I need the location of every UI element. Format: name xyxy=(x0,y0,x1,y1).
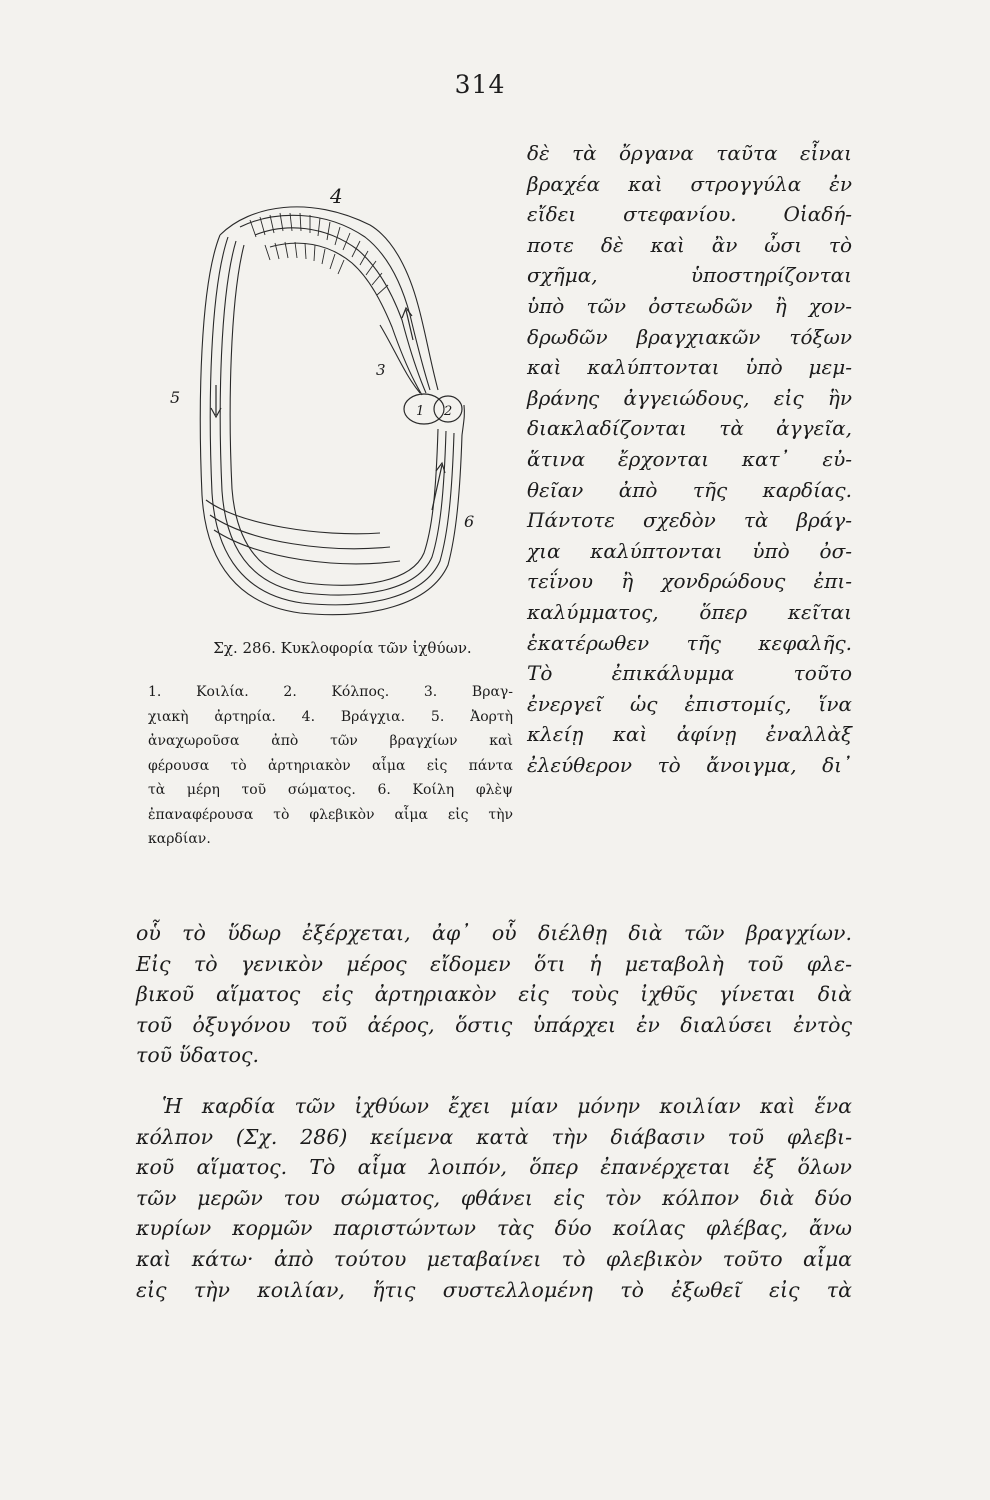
legend-line: ἀναχωροῦσα ἀπὸ τῶν βραγχίων καὶ xyxy=(148,733,513,749)
vein-strand-1 xyxy=(206,500,380,534)
text-line: κλείῃ καὶ ἀφίνῃ ἐναλλὰξ xyxy=(527,722,852,747)
text-line: ἐνεργεῖ ὡς ἐπιστομίς, ἵνα xyxy=(527,691,852,716)
text-line: Εἰς τὸ γενικὸν μέρος εἴδομεν ὅτι ἡ μεταβολὴ τοῦ φλε- xyxy=(136,951,852,976)
text-line: Τὸ ἐπικάλυμμα τοῦτο xyxy=(527,661,852,686)
label-3: 3 xyxy=(376,361,386,379)
heart xyxy=(404,394,462,424)
label-5: 5 xyxy=(170,388,181,407)
legend-line: ἐπαναφέρουσα τὸ φλεβικὸν αἷμα εἰς τὴν xyxy=(148,806,513,823)
text-line: καλύμματος, ὅπερ κεῖται xyxy=(527,599,852,624)
body-text xyxy=(136,918,852,1305)
aorta-strand-4 xyxy=(230,245,438,585)
legend-line: 1. Κοιλία. 2. Κόλπος. 3. Βραγ- xyxy=(148,684,513,700)
text-line: εἰς τὴν κοιλίαν, ἥτις συστελλομένη τὸ ἐξωθεῖ εἰς τὰ xyxy=(136,1277,852,1302)
page-number: 314 xyxy=(454,70,506,99)
text-line: καὶ καλύπτονται ὑπὸ μεμ- xyxy=(527,355,852,380)
text-line: ἑκατέρωθεν τῆς κεφαλῆς. xyxy=(527,630,852,655)
legend-line: χιακὴ ἀρτηρία. 4. Βράγχια. 5. Ἀορτὴ xyxy=(148,708,513,725)
legend-line: φέρουσα τὸ ἀρτηριακὸν αἷμα εἰς πάντα xyxy=(148,757,513,774)
text-line: Ἡ καρδία τῶν ἰχθύων ἔχει μίαν μόνην κοιλίαν καὶ ἕνα xyxy=(162,1093,852,1118)
gill-arc-3 xyxy=(255,228,426,393)
label-2: 2 xyxy=(444,404,453,419)
gill-arc-4 xyxy=(270,243,422,395)
arrow-up-icon xyxy=(402,308,413,340)
text-line: καὶ κάτω· ἀπὸ τούτου μεταβαίνει τὸ φλεβικὸν τοῦτο αἷμα xyxy=(136,1246,852,1271)
text-line: δρωδῶν βραγχιακῶν τόξων xyxy=(527,324,852,349)
text-line: βραχέα καὶ στρογγύλα ἐν xyxy=(527,171,852,196)
text-line: τοῦ ὕδατος. xyxy=(136,1043,259,1068)
vein-strand-3 xyxy=(214,530,400,564)
legend-line: τὰ μέρη τοῦ σώματος. 6. Κοίλη φλὲψ xyxy=(148,782,513,798)
aorta-strand-2 xyxy=(210,237,454,605)
figure-legend xyxy=(148,680,513,852)
label-6: 6 xyxy=(464,512,475,531)
label-4: 4 xyxy=(330,184,343,208)
arrow-down-icon xyxy=(211,385,221,417)
text-line: οὗ τὸ ὕδωρ ἐξέρχεται, ἀφ᾿ οὗ διέλθῃ διὰ τῶν βραγχίων. xyxy=(136,921,852,945)
text-line: ποτε δὲ καὶ ἂν ὦσι τὸ xyxy=(527,232,852,257)
text-line: τεΐνου ἢ χονδρώδους ἐπι- xyxy=(527,569,852,594)
text-line: Πάντοτε σχεδὸν τὰ βράγ- xyxy=(527,508,852,533)
text-line: κυρίων κορμῶν παριστώντων τὰς δύο κοίλας φλέβας, ἄνω xyxy=(136,1216,852,1241)
text-line: χια καλύπτονται ὑπὸ ὀσ- xyxy=(527,538,852,563)
text-line: βράνης ἀγγειώδους, εἰς ἣν xyxy=(527,385,852,410)
text-line: δὲ τὰ ὄργανα ταῦτα εἶναι xyxy=(527,141,852,165)
text-line: ὑπὸ τῶν ὀστεωδῶν ἢ χον- xyxy=(527,293,852,318)
aorta-strand-1 xyxy=(200,235,462,615)
text-line: κοῦ αἵματος. Τὸ αἷμα λοιπόν, ὅπερ ἐπανέρχεται ἐξ ὅλων xyxy=(136,1155,852,1180)
figure-caption: Σχ. 286. Κυκλοφορία τῶν ἰχθύων. xyxy=(213,639,472,657)
text-line: ἐλεύθερον τὸ ἄνοιγμα, δι᾿ xyxy=(527,752,852,777)
text-line: διακλαδίζονται τὰ ἀγγεῖα, xyxy=(527,416,852,441)
aorta-strand-3 xyxy=(220,241,446,595)
text-line: εἴδει στεφανίου. Οἱαδή- xyxy=(527,202,852,227)
legend-line: καρδίαν. xyxy=(148,831,211,847)
gill-filaments xyxy=(250,213,388,295)
text-line: σχῆμα, ὑποστηρίζονται xyxy=(527,263,852,288)
label-1: 1 xyxy=(416,404,425,419)
text-line: βικοῦ αἵματος εἰς ἀρτηριακὸν εἰς τοὺς ἰχθῦς γίνεται διὰ xyxy=(136,982,852,1007)
text-line: τῶν μερῶν του σώματος, φθάνει εἰς τὸν κόλπον διὰ δύο xyxy=(136,1185,852,1210)
text-line: κόλπον (Σχ. 286) κείμενα κατὰ τὴν διάβασιν τοῦ φλεβι- xyxy=(136,1124,852,1149)
text-line: ἅτινα ἔρχονται κατ᾿ εὐ- xyxy=(527,446,852,471)
circulation-figure xyxy=(170,165,510,640)
circulation-diagram xyxy=(170,165,510,640)
text-line: θεῖαν ἀπὸ τῆς καρδίας. xyxy=(527,477,852,502)
text-line: τοῦ ὀξυγόνου τοῦ ἀέρος, ὅστις ὑπάρχει ἐν διαλύσει ἐντὸς xyxy=(136,1012,852,1037)
branchial-artery xyxy=(380,325,420,393)
right-column-text xyxy=(527,138,852,780)
flow-arrows xyxy=(211,308,445,510)
